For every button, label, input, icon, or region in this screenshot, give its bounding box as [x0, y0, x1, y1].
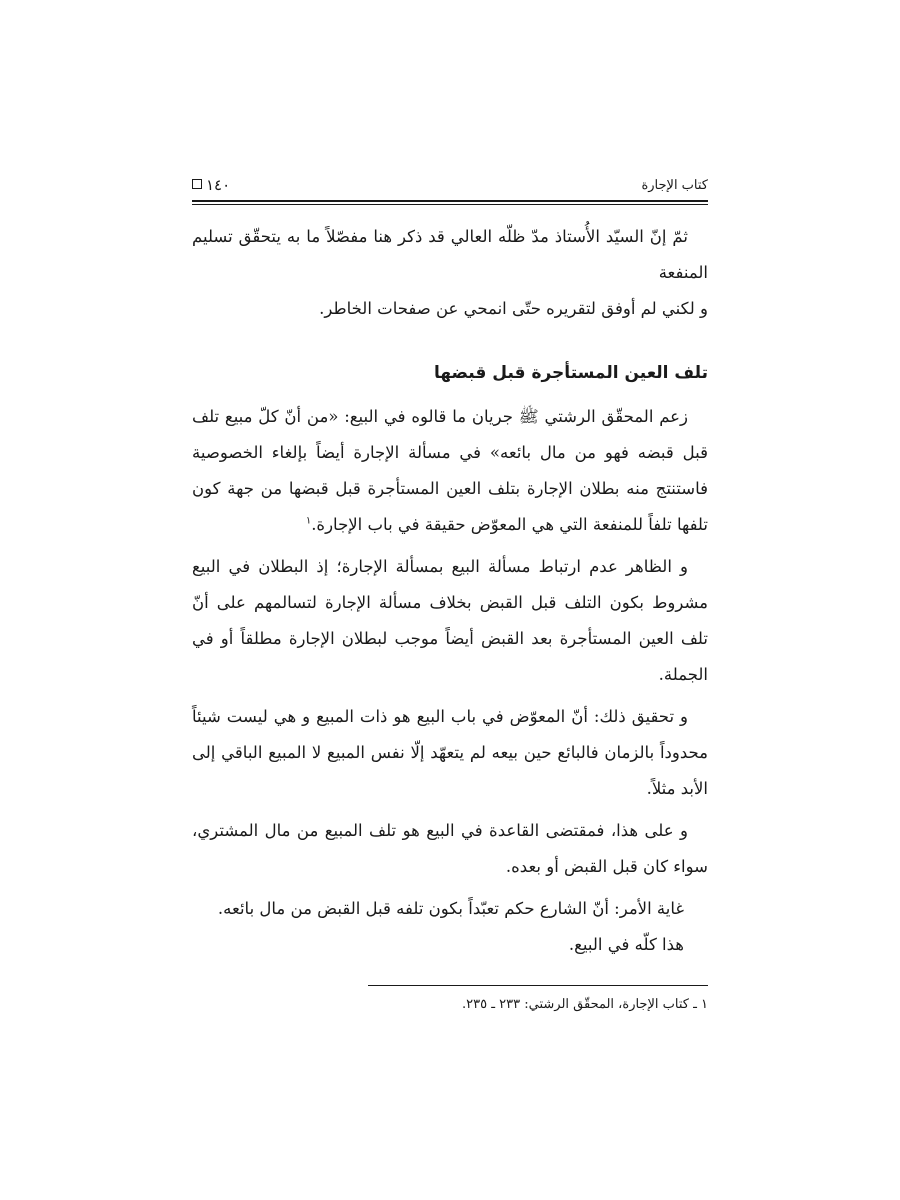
- section-title: تلف العين المستأجرة قبل قبضها: [433, 363, 708, 383]
- square-icon: [192, 179, 202, 189]
- paragraph: و على هذا، فمقتضى القاعدة في البيع هو تلف المبيع من مال المشتري، سواء كان قبل القبض أو بعده.: [192, 821, 708, 876]
- paragraph: و الظاهر عدم ارتباط مسألة البيع بمسألة الإجارة؛ إذ البطلان في البيع مشروط بكون التلف قبل القبض بخلاف مسألة الإجارة لتسالمهم على أنّ تلف العين المستأجرة بعد القبض أيضاً موجب لبطلان الإجارة مطلقاً أو في الجملة.: [192, 557, 708, 684]
- intro-line: و لكني لم أوفق لتقريره حتّى انمحي عن صفحات الخاطر.: [319, 299, 708, 318]
- paragraph: هذا كلّه في البيع.: [568, 935, 684, 954]
- running-header: [192, 170, 708, 200]
- document-page: [192, 170, 708, 1016]
- paragraph: و تحقيق ذلك: أنّ المعوّض في باب البيع هو ذات المبيع و هي ليست شيئاً محدوداً بالزمان فالبائع حين بيعه لم يتعهّد إلّا نفس المبيع لا المبيع الباقي إلى الأبد مثلاً.: [192, 707, 708, 798]
- paragraph: [192, 399, 708, 543]
- paragraph: غاية الأمر: أنّ الشارع حكم تعبّداً بكون تلفه قبل القبض من مال بائعه.: [217, 899, 684, 918]
- page-number-block: [192, 176, 230, 194]
- book-title: كتاب الإجارة: [641, 178, 708, 193]
- footnote-ref: ١: [305, 515, 312, 527]
- footnote-rule: [368, 985, 708, 986]
- intro-block: [192, 219, 708, 327]
- page-number: ١٤٠: [206, 176, 231, 194]
- paragraph-text: زعم المحقّق الرشتي ﷺ جريان ما قالوه في البيع: «من أنّ كلّ مبيع تلف قبل قبضه فهو من مال بائعه» في مسألة الإجارة أيضاً بإلغاء الخصوصية فاستنتج منه بطلان الإجارة بتلف العين المستأجرة قبل قبضها من جهة كون تلفها تلفاً للمنفعة التي هي المعوّض حقيقة في باب الإجارة.: [192, 407, 708, 534]
- intro-line: ثمّ إنّ السيّد الأُستاذ مدّ ظلّه العالي قد ذكر هنا مفصّلاً ما به يتحقّق تسليم المنفعة: [192, 227, 708, 282]
- header-rule: [192, 200, 708, 205]
- footnote: ١ ـ كتاب الإجارة، المحقّق الرشتي: ٢٣٣ ـ ٢٣٥.: [461, 997, 708, 1012]
- main-text: [192, 219, 708, 963]
